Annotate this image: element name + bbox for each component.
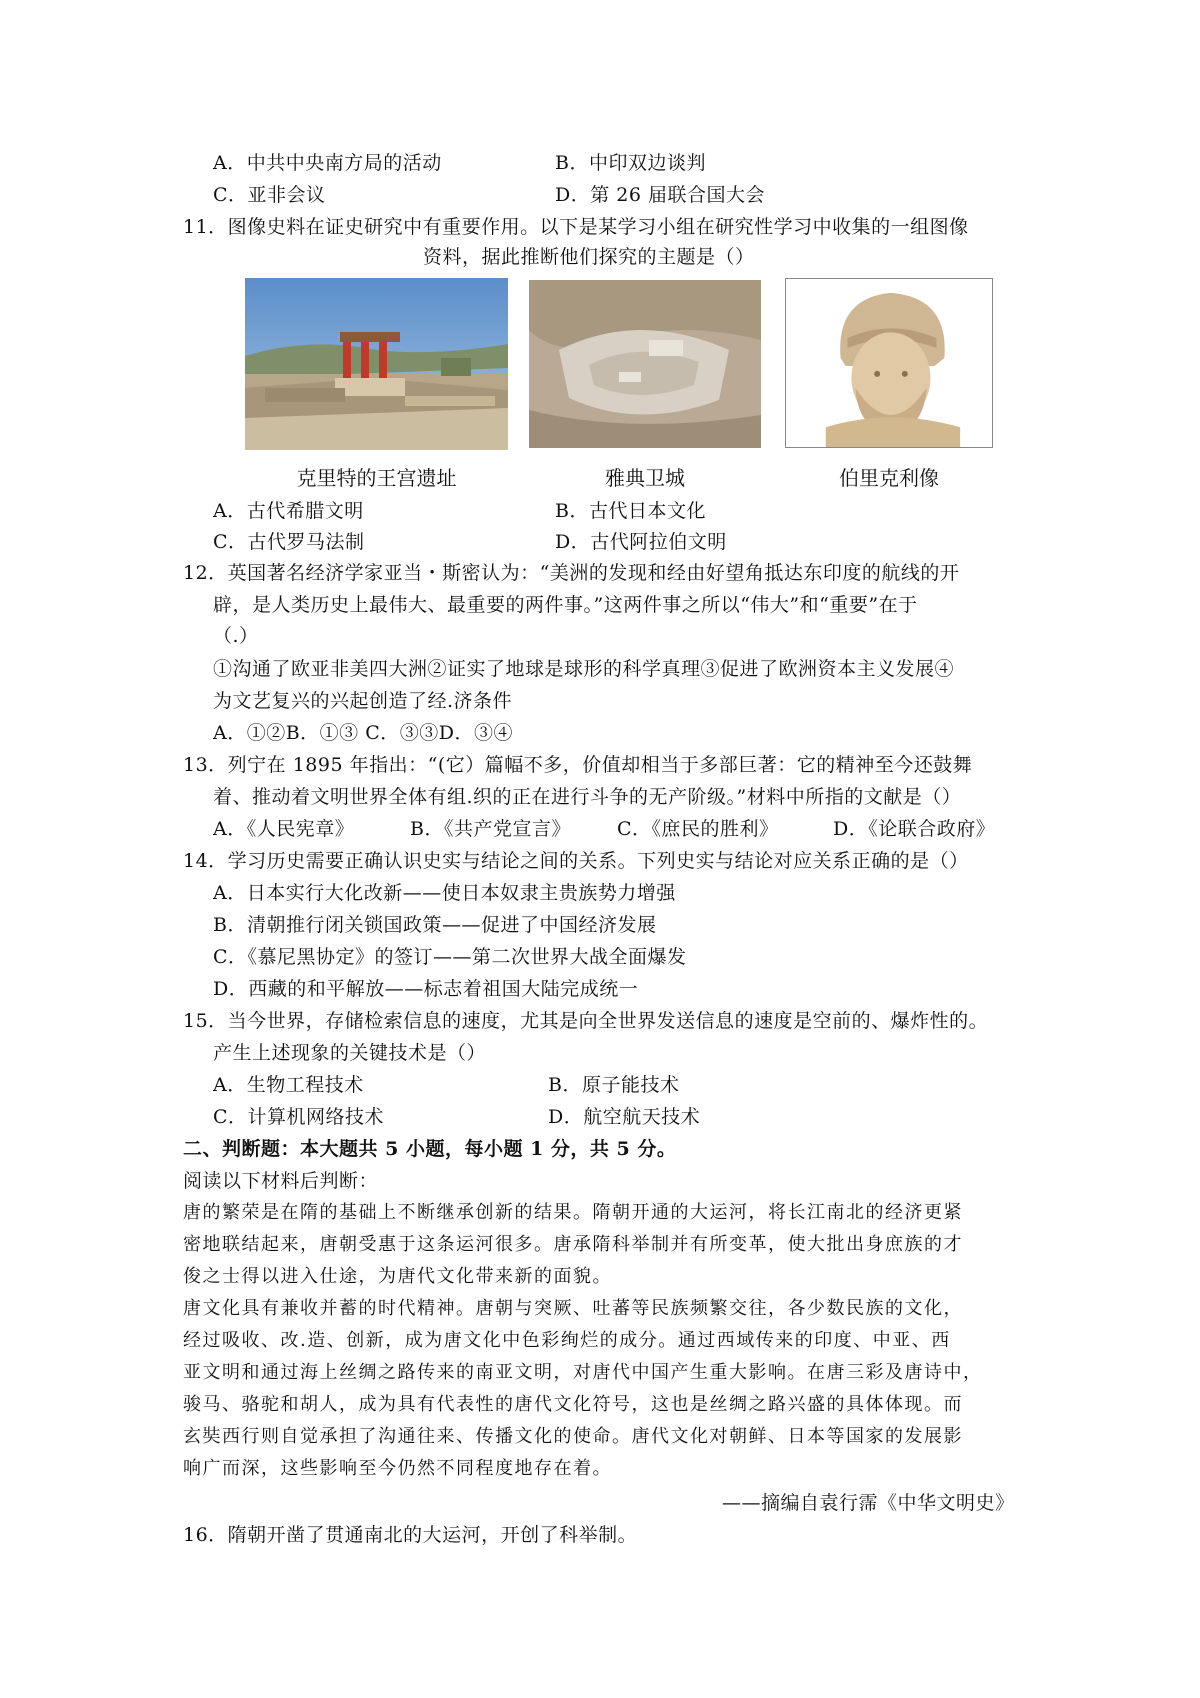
material-source: ——摘编自袁行霈《中华文明史》 <box>722 1492 1015 1514</box>
material-p2-line1: 唐文化具有兼收并蓄的时代精神。唐朝与突厥、吐蕃等民族频繁交往，各少数民族的文化， <box>183 1298 963 1319</box>
material-p1-line2: 密地联结起来，唐朝受惠于这条运河很多。唐承隋科举制并有所变革，使大批出身庶族的才 <box>183 1234 963 1255</box>
q15-stem-line1: 15．当今世界，存储检索信息的速度，尤其是向全世界发送信息的速度是空前的、爆炸性的。 <box>183 1010 989 1032</box>
q13-stem-line1: 13．列宁在 1895 年指出：“(它）篇幅不多，价值却相当于多部巨著：它的精神至今还鼓舞 <box>183 754 973 776</box>
material-p2-line4: 骏马、骆驼和胡人，成为具有代表性的唐代文化符号，这也是丝绸之路兴盛的具体体现。而 <box>183 1394 963 1415</box>
q13-option-c: C．《庶民的胜利》 <box>617 818 779 840</box>
q12-stem-line2: 辟，是人类历史上最伟大、最重要的两件事。”这两件事之所以“伟大”和“重要”在于 <box>213 594 918 616</box>
material-p2-line3: 亚文明和通过海上丝绸之路传来的南亚文明，对唐代中国产生重大影响。在唐三彩及唐诗中， <box>183 1362 983 1383</box>
athens-acropolis-image <box>529 280 761 448</box>
q15-stem-line2: 产生上述现象的关键技术是（） <box>213 1042 487 1064</box>
q15-option-a: A．生物工程技术 <box>213 1074 364 1096</box>
q15-option-b: B．原子能技术 <box>548 1074 680 1096</box>
pericles-bust-image <box>785 278 993 448</box>
q12-statements-line2: 为文艺复兴的兴起创造了经.济条件 <box>213 690 513 712</box>
q11-stem-line1: 11．图像史料在证史研究中有重要作用。以下是某学习小组在研究性学习中收集的一组图像 <box>183 216 969 238</box>
section2-heading: 二、判断题：本大题共 5 小题，每小题 1 分，共 5 分。 <box>183 1138 677 1160</box>
material-p1-line1: 唐的繁荣是在隋的基础上不断继承创新的结果。隋朝开通的大运河，将长江南北的经济更紧 <box>183 1202 963 1223</box>
caption-acropolis: 雅典卫城 <box>605 466 685 490</box>
section2-intro: 阅读以下材料后判断： <box>183 1170 379 1192</box>
q15-option-d: D．航空航天技术 <box>548 1106 701 1128</box>
caption-pericles: 伯里克利像 <box>839 466 939 490</box>
q13-option-a: A．《人民宪章》 <box>213 818 355 840</box>
q11-option-b: B．古代日本文化 <box>555 500 706 522</box>
q11-option-c: C．古代罗马法制 <box>213 531 365 553</box>
q10-option-d: D．第 26 届联合国大会 <box>555 184 765 206</box>
q13-option-d: D．《论联合政府》 <box>833 818 996 840</box>
q12-options: A．①②B．①③ C．③③D．③④ <box>213 722 513 744</box>
q15-option-c: C．计算机网络技术 <box>213 1106 385 1128</box>
q10-option-c: C．亚非会议 <box>213 184 326 206</box>
q11-option-d: D．古代阿拉伯文明 <box>555 531 727 553</box>
q10-option-b: B．中印双边谈判 <box>555 152 706 174</box>
q12-statements-line1: ①沟通了欧亚非美四大洲②证实了地球是球形的科学真理③促进了欧洲资本主义发展④ <box>213 658 955 680</box>
q10-option-a: A．中共中央南方局的活动 <box>213 152 442 174</box>
q12-stem-line3: （.） <box>213 625 259 647</box>
q12-stem-line1: 12．英国著名经济学家亚当・斯密认为：“美洲的发现和经由好望角抵达东印度的航线的开 <box>183 562 960 584</box>
q13-option-b: B．《共产党宣言》 <box>410 818 571 840</box>
material-p2-line5: 玄奘西行则自觉承担了沟通往来、传播文化的使命。唐代文化对朝鲜、日本等国家的发展影 <box>183 1426 963 1447</box>
q14-option-a: A．日本实行大化改新——使日本奴隶主贵族势力增强 <box>213 882 676 904</box>
q13-stem-line2: 着、推动着文明世界全体有组.织的正在进行斗争的无产阶级。”材料中所指的文献是（） <box>213 786 962 808</box>
material-p2-line2: 经过吸收、改.造、创新，成为唐文化中色彩绚烂的成分。通过西域传来的印度、中亚、西 <box>183 1330 951 1351</box>
q11-option-a: A．古代希腊文明 <box>213 500 364 522</box>
material-p2-line6: 响广而深，这些影响至今仍然不同程度地存在着。 <box>183 1458 612 1479</box>
q14-option-b: B．清朝推行闭关锁国政策——促进了中国经济发展 <box>213 914 657 936</box>
knossos-palace-image <box>245 278 508 450</box>
material-p1-line3: 俊之士得以进入仕途，为唐代文化带来新的面貌。 <box>183 1266 612 1287</box>
q14-option-d: D．西藏的和平解放——标志着祖国大陆完成统一 <box>213 978 639 1000</box>
q11-stem-line2: 资料，据此推断他们探究的主题是（） <box>423 246 755 268</box>
caption-knossos: 克里特的王宫遗址 <box>296 466 457 490</box>
q14-option-c: C．《慕尼黑协定》的签订——第二次世界大战全面爆发 <box>213 946 687 968</box>
q14-stem: 14．学习历史需要正确认识史实与结论之间的关系。下列史实与结论对应关系正确的是（） <box>183 850 969 872</box>
q16-statement: 16．隋朝开凿了贯通南北的大运河，开创了科举制。 <box>183 1524 638 1546</box>
